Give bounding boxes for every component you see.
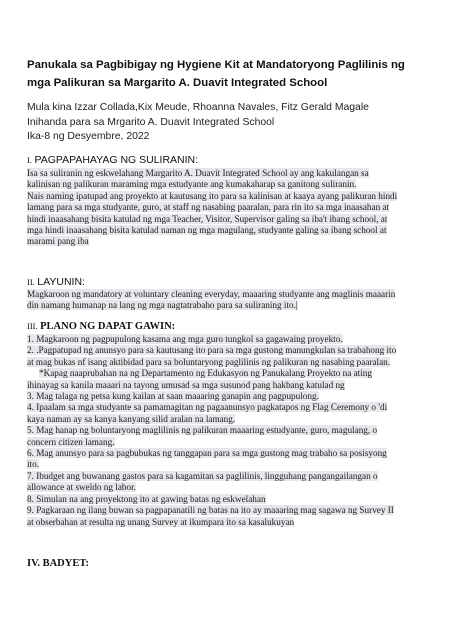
plan-step: 5. Mag hanap ng boluntaryong maglilinis ng palikuran maaaring estudyante, guro, magulang, o — [27, 425, 378, 436]
document-title — [27, 56, 455, 92]
plan-step: 1. Magkaroon ng pagpupulong kasama ang mga guro tungkol sa gagawaing proyekto. — [27, 334, 343, 344]
document-meta — [27, 101, 457, 145]
plan-note: *Kapag naaprubahan na ng Departamento ng Edukasyon ng Panukalang Proyekto na ating — [39, 368, 372, 379]
recipient-line: Inihanda para sa Mrgarito A. Duavit Integrated School — [27, 116, 275, 128]
section-1-heading: I. PAGPAPAHAYAG NG SULIRANIN: — [27, 154, 199, 166]
section-4-heading: IV. BADYET: — [27, 558, 90, 569]
date-line: Ika-8 ng Desyembre, 2022 — [27, 131, 150, 142]
section-2-body: Magkaroon ng mandatory at voluntary cleaning everyday, maaaring studyante ang maglinis maaarin din namang humanap na lang ng mga nagtatrabaho para sa suliraning ito.| — [27, 289, 396, 311]
plan-step: 3. Mag talaga ng petsa kung kailan at saan maaaring ganapin ang pagpupulong. — [27, 391, 319, 402]
section-2-heading: II. LAYUNIN: — [27, 276, 85, 288]
plan-step: 7. Ibudget ang buwanang gastos para sa kagamitan sa paglilinis, lingguhang pangangailangan o — [27, 470, 378, 481]
section-3-heading: III. PLANO NG DAPAT GAWIN: — [27, 321, 176, 332]
plan-step: 4. Ipaalam sa mga studyante sa pamamagitan ng pagaanunsyo pagkatapos ng Flag Ceremony o 'di — [27, 402, 388, 413]
section-1-body: Isa sa suliranin ng eskwelahang Margarito A. Duavit Integrated School ay ang kakulangan sa kalinisan ng palikuran maraming mga estudyante ang kumakaharap sa ganitong suliranin. Nais naming ipatupad ang proyekto at kautusang ito para sa kalinisan at kaaya ayang palikuran hindi lamang para sa mga studyante, guro, at staff ng nasabing paaralan, para rin ito sa mga inaasahan at hindi inaasahang bisita katulad ng mga Teacher, Visitor, Supervisor galing sa iba't ibang school, at mga hindi inaasahang bisita katulad naman ng mga magulang, studyante galing sa ibang school at marami pang iba — [27, 168, 398, 247]
authors-line: Mula kina Izzar Collada,Kix Meude, Rhoanna Navales, Fitz Gerald Magale — [27, 102, 369, 113]
title-line-1: Panukala sa Pagbibigay ng Hygiene Kit at Mandatoryong Paglilinis ng — [27, 59, 405, 71]
title-line-2: mga Palikuran sa Margarito A. Duavit Integrated School — [27, 77, 328, 89]
plan-step: 8. Simulan na ang proyektong ito at gawing batas ng eskwelahan — [27, 493, 266, 504]
plan-step: 9. Pagkaraan ng ilang buwan sa pagpapanatili ng batas na ito ay maaaring mag sagawa ng Survey II — [27, 505, 394, 516]
plan-step: 2. .Pagpatupad ng anunsyo para sa kautusang ito para sa mga gustong manungkulan sa trabahong ito — [27, 345, 397, 356]
plan-step: 6. Mag anunsyo para sa pagbubukas ng tanggapan para sa mga gustong mag trabaho sa posisyong — [27, 448, 387, 459]
section-3-body: 1. Magkaroon ng pagpupulong kasama ang mga guro tungkol sa gagawaing proyekto. 2. .Pagpatupad ng anunsyo para sa kautusang ito para sa mga gustong manungkulan sa trabahong ito at mag bukas nf isang aktibidad para sa boluntaryong paglilinis ng palikuran ng nasabing paaralan. *Kapag naaprubahan na ng Departamento ng Edukasyon ng Panukalang Proyekto na ating ihinayag sa kanila maaari na tayong umusad sa mga susunod pang hakbang katulad ng 3. Mag talaga ng petsa kung kailan at saan maaaring ganapin ang pagpupulong. 4. Ipaalam sa mga studyante sa pamamagitan ng pagaanunsyo pagkatapos ng Flag Ceremony o 'di kaya naman ay sa kanya kanyang silid aralan na lamang. 5. Mag hanap ng boluntaryong maglilinis ng palikuran maaaring estudyante, guro, magulang, o concern citizen lamang. 6. Mag anunsyo para sa pagbubukas ng tanggapan para sa mga gustong mag trabaho sa posisyong ito. 7. Ibudget ang buwanang gastos para sa kagamitan sa paglilinis, lingguhang pangangailangan o allowance at sweldo ng labor. 8. Simulan na ang proyektong ito at gawing batas ng eskwelahan 9. Pagkaraan ng ilang buwan sa pagpapanatili ng batas na ito ay maaaring mag sagawa ng Survey II at obserbahan at resulta ng unang Survey at ikumpara ito sa kasalukuyan — [27, 334, 457, 528]
